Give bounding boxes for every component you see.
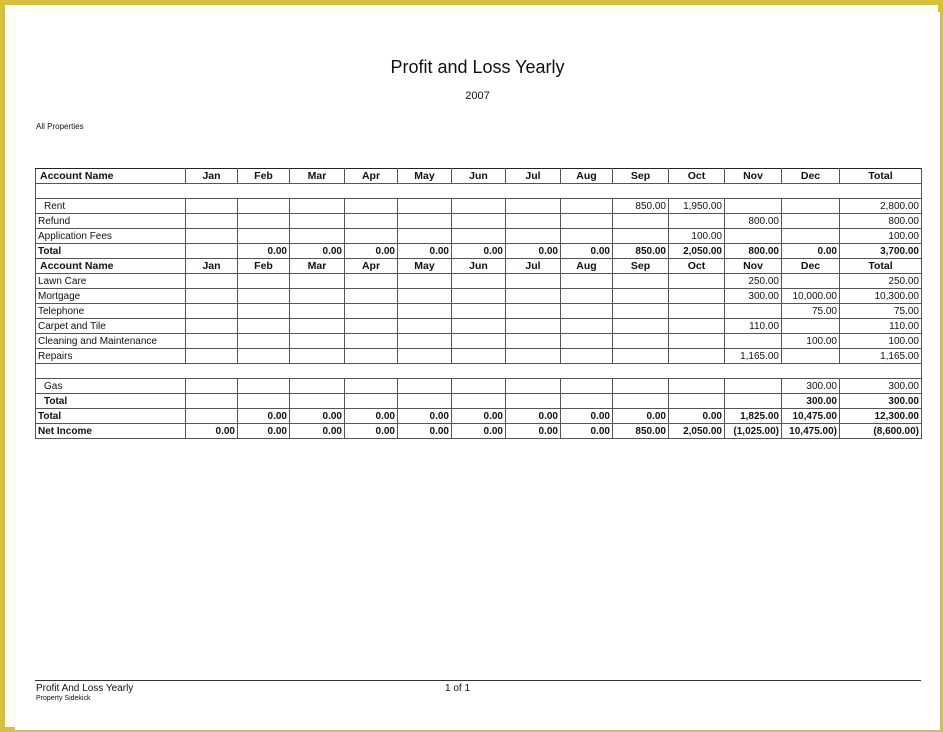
month-value-cell: 0.00 — [452, 244, 506, 259]
month-value-cell — [561, 274, 613, 289]
column-header: Feb — [238, 259, 290, 274]
column-header: Feb — [238, 169, 290, 184]
month-value-cell — [506, 199, 561, 214]
month-value-cell — [613, 379, 669, 394]
month-value-cell — [345, 334, 398, 349]
month-value-cell — [345, 319, 398, 334]
month-value-cell — [345, 229, 398, 244]
month-value-cell — [186, 379, 238, 394]
account-name-cell: Telephone — [36, 304, 186, 319]
month-value-cell — [452, 379, 506, 394]
month-value-cell — [725, 304, 782, 319]
month-value-cell: 0.00 — [561, 424, 613, 439]
month-value-cell — [506, 214, 561, 229]
month-value-cell — [186, 274, 238, 289]
month-value-cell: 850.00 — [613, 244, 669, 259]
month-value-cell — [452, 394, 506, 409]
month-value-cell — [290, 319, 345, 334]
table-row — [36, 229, 922, 244]
month-value-cell: 0.00 — [398, 424, 452, 439]
month-value-cell — [186, 199, 238, 214]
table-row — [36, 379, 922, 394]
month-value-cell — [669, 379, 725, 394]
month-value-cell: 0.00 — [238, 244, 290, 259]
total-row — [36, 424, 922, 439]
month-value-cell — [452, 304, 506, 319]
row-total-cell: 250.00 — [840, 274, 922, 289]
month-value-cell — [506, 319, 561, 334]
month-value-cell — [238, 394, 290, 409]
month-value-cell — [345, 304, 398, 319]
column-header: Jul — [506, 169, 561, 184]
table-row — [36, 334, 922, 349]
month-value-cell — [561, 349, 613, 364]
column-header: Jan — [186, 259, 238, 274]
column-header: Total — [840, 169, 922, 184]
month-value-cell — [561, 229, 613, 244]
row-total-cell: (8,600.00) — [840, 424, 922, 439]
column-header: Sep — [613, 169, 669, 184]
month-value-cell — [398, 229, 452, 244]
month-value-cell — [186, 289, 238, 304]
column-header: Dec — [782, 259, 840, 274]
month-value-cell — [506, 379, 561, 394]
month-value-cell: 800.00 — [725, 214, 782, 229]
month-value-cell: 1,165.00 — [725, 349, 782, 364]
account-name-cell: Gas — [36, 379, 186, 394]
month-value-cell — [506, 394, 561, 409]
month-value-cell — [506, 334, 561, 349]
month-value-cell — [186, 349, 238, 364]
month-value-cell — [398, 319, 452, 334]
month-value-cell — [290, 199, 345, 214]
month-value-cell — [398, 274, 452, 289]
month-value-cell: 0.00 — [561, 409, 613, 424]
month-value-cell: 75.00 — [782, 304, 840, 319]
month-value-cell: 0.00 — [345, 244, 398, 259]
month-value-cell — [506, 289, 561, 304]
month-value-cell — [238, 289, 290, 304]
table-row — [36, 289, 922, 304]
month-value-cell — [506, 304, 561, 319]
month-value-cell: 0.00 — [345, 409, 398, 424]
row-total-cell: 1,165.00 — [840, 349, 922, 364]
month-value-cell — [345, 289, 398, 304]
month-value-cell — [669, 304, 725, 319]
month-value-cell — [561, 394, 613, 409]
month-value-cell: 0.00 — [669, 409, 725, 424]
spacer-row — [36, 364, 922, 379]
table-header-row — [36, 169, 922, 184]
month-value-cell: 1,825.00 — [725, 409, 782, 424]
month-value-cell — [561, 379, 613, 394]
month-value-cell: 0.00 — [290, 409, 345, 424]
month-value-cell — [782, 274, 840, 289]
month-value-cell — [238, 214, 290, 229]
month-value-cell — [452, 274, 506, 289]
month-value-cell — [290, 379, 345, 394]
month-value-cell — [613, 274, 669, 289]
month-value-cell — [613, 349, 669, 364]
month-value-cell — [613, 319, 669, 334]
table-row — [36, 199, 922, 214]
month-value-cell: 850.00 — [613, 199, 669, 214]
month-value-cell — [238, 334, 290, 349]
account-name-cell: Cleaning and Maintenance — [36, 334, 186, 349]
month-value-cell — [398, 394, 452, 409]
month-value-cell — [398, 349, 452, 364]
month-value-cell: 300.00 — [725, 289, 782, 304]
row-total-cell: 2,800.00 — [840, 199, 922, 214]
month-value-cell — [238, 199, 290, 214]
month-value-cell: 0.00 — [238, 424, 290, 439]
table-row — [36, 319, 922, 334]
column-header: Sep — [613, 259, 669, 274]
month-value-cell — [452, 199, 506, 214]
column-header-account-name: Account Name — [36, 169, 186, 184]
month-value-cell — [290, 289, 345, 304]
footer-divider — [35, 680, 921, 681]
spacer-cell — [36, 364, 922, 379]
month-value-cell — [398, 289, 452, 304]
month-value-cell — [725, 394, 782, 409]
month-value-cell — [290, 214, 345, 229]
month-value-cell: 0.00 — [561, 244, 613, 259]
month-value-cell — [669, 394, 725, 409]
month-value-cell — [186, 244, 238, 259]
month-value-cell — [452, 349, 506, 364]
column-header: May — [398, 169, 452, 184]
row-total-cell: 100.00 — [840, 229, 922, 244]
column-header: Apr — [345, 169, 398, 184]
month-value-cell — [782, 199, 840, 214]
row-total-cell: 300.00 — [840, 379, 922, 394]
month-value-cell: 110.00 — [725, 319, 782, 334]
footer-company: Property Sidekick — [36, 695, 91, 702]
total-row — [36, 394, 922, 409]
month-value-cell: 1,950.00 — [669, 199, 725, 214]
month-value-cell — [782, 319, 840, 334]
month-value-cell — [290, 274, 345, 289]
row-total-cell: 100.00 — [840, 334, 922, 349]
month-value-cell: 300.00 — [782, 379, 840, 394]
month-value-cell: 300.00 — [782, 394, 840, 409]
month-value-cell — [561, 214, 613, 229]
month-value-cell: 0.00 — [782, 244, 840, 259]
month-value-cell — [290, 334, 345, 349]
table-row — [36, 349, 922, 364]
month-value-cell: 800.00 — [725, 244, 782, 259]
column-header: Dec — [782, 169, 840, 184]
month-value-cell — [238, 304, 290, 319]
month-value-cell: 0.00 — [506, 409, 561, 424]
column-header: Oct — [669, 169, 725, 184]
row-total-cell: 300.00 — [840, 394, 922, 409]
column-header: Aug — [561, 259, 613, 274]
month-value-cell — [345, 274, 398, 289]
month-value-cell — [398, 334, 452, 349]
column-header: Mar — [290, 259, 345, 274]
month-value-cell: 0.00 — [186, 424, 238, 439]
table-header-row — [36, 259, 922, 274]
month-value-cell — [669, 289, 725, 304]
row-total-cell: 110.00 — [840, 319, 922, 334]
column-header: Jun — [452, 259, 506, 274]
month-value-cell: 0.00 — [290, 244, 345, 259]
account-name-cell: Application Fees — [36, 229, 186, 244]
account-name-cell: Refund — [36, 214, 186, 229]
account-name-cell: Lawn Care — [36, 274, 186, 289]
total-row — [36, 409, 922, 424]
month-value-cell — [782, 349, 840, 364]
month-value-cell — [506, 229, 561, 244]
column-header: Nov — [725, 169, 782, 184]
month-value-cell — [398, 199, 452, 214]
month-value-cell: 2,050.00 — [669, 424, 725, 439]
column-header: May — [398, 259, 452, 274]
month-value-cell — [669, 214, 725, 229]
month-value-cell — [561, 199, 613, 214]
page-number: 1 of 1 — [445, 683, 471, 694]
month-value-cell: 0.00 — [506, 244, 561, 259]
month-value-cell — [290, 349, 345, 364]
month-value-cell — [725, 334, 782, 349]
month-value-cell — [506, 349, 561, 364]
column-header: Jan — [186, 169, 238, 184]
month-value-cell: 0.00 — [398, 409, 452, 424]
month-value-cell: 10,475.00) — [782, 424, 840, 439]
month-value-cell: 850.00 — [613, 424, 669, 439]
month-value-cell: 10,000.00 — [782, 289, 840, 304]
month-value-cell: 0.00 — [238, 409, 290, 424]
month-value-cell — [782, 214, 840, 229]
account-name-cell: Mortgage — [36, 289, 186, 304]
month-value-cell — [613, 214, 669, 229]
profit-loss-table — [35, 168, 922, 439]
month-value-cell: 0.00 — [398, 244, 452, 259]
account-name-cell: Rent — [36, 199, 186, 214]
month-value-cell — [290, 229, 345, 244]
month-value-cell: 0.00 — [452, 409, 506, 424]
month-value-cell — [290, 304, 345, 319]
total-row — [36, 244, 922, 259]
month-value-cell: 0.00 — [345, 424, 398, 439]
month-value-cell — [186, 394, 238, 409]
month-value-cell — [238, 349, 290, 364]
month-value-cell — [613, 229, 669, 244]
month-value-cell — [238, 379, 290, 394]
month-value-cell: 0.00 — [452, 424, 506, 439]
row-total-cell: 12,300.00 — [840, 409, 922, 424]
month-value-cell — [186, 214, 238, 229]
row-total-cell: 75.00 — [840, 304, 922, 319]
month-value-cell — [452, 334, 506, 349]
month-value-cell — [725, 379, 782, 394]
month-value-cell — [506, 274, 561, 289]
month-value-cell — [345, 199, 398, 214]
table-row — [36, 274, 922, 289]
month-value-cell: 0.00 — [613, 409, 669, 424]
month-value-cell — [238, 319, 290, 334]
month-value-cell: 0.00 — [290, 424, 345, 439]
month-value-cell — [782, 229, 840, 244]
footer-report-title: Profit And Loss Yearly — [36, 683, 134, 694]
column-header-account-name: Account Name — [36, 259, 186, 274]
spacer-cell — [36, 184, 922, 199]
month-value-cell: 100.00 — [669, 229, 725, 244]
row-total-cell: 800.00 — [840, 214, 922, 229]
account-name-cell: Total — [36, 244, 186, 259]
month-value-cell — [725, 229, 782, 244]
month-value-cell — [669, 319, 725, 334]
report-scope: All Properties — [36, 122, 84, 131]
month-value-cell — [561, 334, 613, 349]
month-value-cell — [345, 349, 398, 364]
column-header: Jul — [506, 259, 561, 274]
month-value-cell: 250.00 — [725, 274, 782, 289]
account-name-cell: Carpet and Tile — [36, 319, 186, 334]
month-value-cell: 2,050.00 — [669, 244, 725, 259]
month-value-cell: (1,025.00) — [725, 424, 782, 439]
column-header: Total — [840, 259, 922, 274]
month-value-cell — [238, 229, 290, 244]
month-value-cell — [398, 379, 452, 394]
month-value-cell — [186, 229, 238, 244]
month-value-cell — [345, 394, 398, 409]
account-name-cell: Net Income — [36, 424, 186, 439]
month-value-cell — [186, 334, 238, 349]
month-value-cell — [398, 214, 452, 229]
month-value-cell — [452, 229, 506, 244]
month-value-cell — [613, 334, 669, 349]
column-header: Aug — [561, 169, 613, 184]
row-total-cell: 10,300.00 — [840, 289, 922, 304]
month-value-cell — [345, 214, 398, 229]
row-total-cell: 3,700.00 — [840, 244, 922, 259]
month-value-cell — [345, 379, 398, 394]
table-row — [36, 214, 922, 229]
month-value-cell — [561, 304, 613, 319]
column-header: Apr — [345, 259, 398, 274]
column-header: Oct — [669, 259, 725, 274]
month-value-cell — [238, 274, 290, 289]
month-value-cell — [452, 289, 506, 304]
month-value-cell — [613, 304, 669, 319]
column-header: Nov — [725, 259, 782, 274]
month-value-cell — [613, 289, 669, 304]
account-name-cell: Total — [36, 409, 186, 424]
account-name-cell: Total — [36, 394, 186, 409]
month-value-cell: 100.00 — [782, 334, 840, 349]
month-value-cell — [290, 394, 345, 409]
month-value-cell — [669, 349, 725, 364]
report-year: 2007 — [465, 90, 490, 102]
month-value-cell: 0.00 — [506, 424, 561, 439]
table-row — [36, 304, 922, 319]
column-header: Mar — [290, 169, 345, 184]
month-value-cell — [398, 304, 452, 319]
month-value-cell — [561, 289, 613, 304]
month-value-cell — [669, 334, 725, 349]
month-value-cell — [452, 214, 506, 229]
month-value-cell — [186, 319, 238, 334]
report-page — [15, 12, 940, 730]
column-header: Jun — [452, 169, 506, 184]
spacer-row — [36, 184, 922, 199]
account-name-cell: Repairs — [36, 349, 186, 364]
month-value-cell — [186, 304, 238, 319]
month-value-cell — [186, 409, 238, 424]
month-value-cell — [669, 274, 725, 289]
month-value-cell — [725, 199, 782, 214]
month-value-cell — [452, 319, 506, 334]
month-value-cell: 10,475.00 — [782, 409, 840, 424]
report-title: Profit and Loss Yearly — [390, 57, 565, 77]
month-value-cell — [613, 394, 669, 409]
month-value-cell — [561, 319, 613, 334]
